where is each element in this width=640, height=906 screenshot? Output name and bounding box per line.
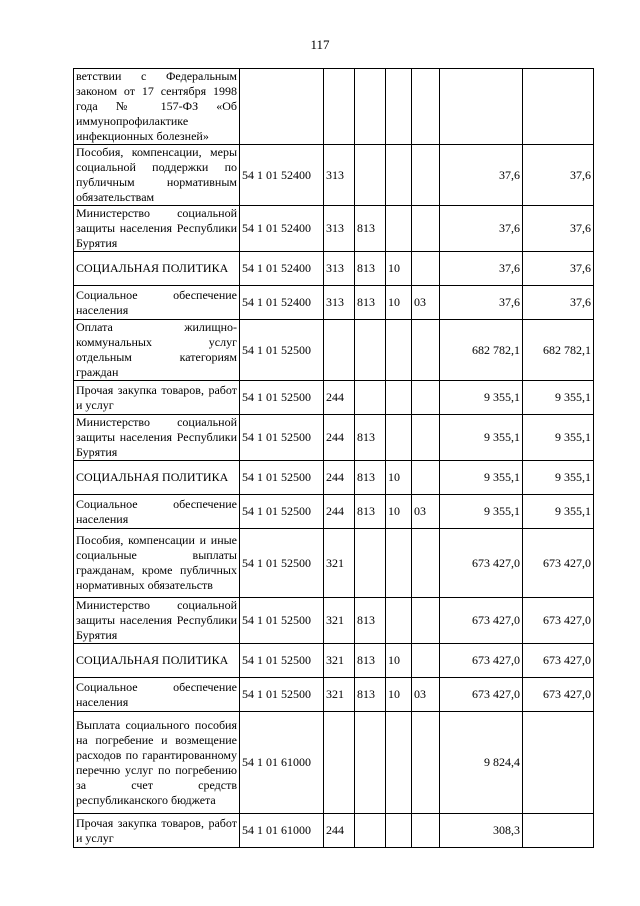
table-row (74, 529, 594, 598)
amount-cell-2: 682 782,1 (523, 320, 594, 381)
expense-type-cell: 244 (324, 495, 355, 529)
amount-cell-2: 673 427,0 (523, 644, 594, 678)
amount-cell (440, 69, 523, 145)
subsection-code-cell (412, 252, 440, 286)
table-row (74, 495, 594, 529)
target-article-cell: 54 1 01 52500 (240, 678, 324, 712)
administrator-code-cell (355, 381, 386, 415)
row-name-cell: Прочая закупка товаров, работ и услуг (74, 814, 240, 848)
amount-cell: 37,6 (440, 145, 523, 206)
subsection-code-cell (412, 206, 440, 252)
amount-cell-2: 9 355,1 (523, 461, 594, 495)
administrator-code-cell (355, 145, 386, 206)
subsection-code-cell: 03 (412, 678, 440, 712)
subsection-code-cell (412, 69, 440, 145)
expense-type-cell: 244 (324, 415, 355, 461)
administrator-code-cell: 813 (355, 252, 386, 286)
amount-cell-2: 9 355,1 (523, 381, 594, 415)
section-code-cell: 10 (386, 286, 412, 320)
table-row (74, 678, 594, 712)
row-name-cell: Выплата социального пособия на погребение и возмещение расходов по гарантированному перечню услуг по погребению за счет средств республиканского бюджета (74, 712, 240, 814)
subsection-code-cell: 03 (412, 286, 440, 320)
subsection-code-cell (412, 415, 440, 461)
target-article-cell: 54 1 01 52400 (240, 252, 324, 286)
subsection-code-cell (412, 145, 440, 206)
expense-type-cell: 244 (324, 381, 355, 415)
subsection-code-cell (412, 644, 440, 678)
amount-cell: 9 824,4 (440, 712, 523, 814)
section-code-cell (386, 712, 412, 814)
table-row (74, 145, 594, 206)
expense-type-cell (324, 712, 355, 814)
budget-table (73, 68, 594, 848)
section-code-cell: 10 (386, 678, 412, 712)
administrator-code-cell: 813 (355, 461, 386, 495)
amount-cell: 682 782,1 (440, 320, 523, 381)
amount-cell-2: 673 427,0 (523, 529, 594, 598)
section-code-cell (386, 320, 412, 381)
section-code-cell (386, 415, 412, 461)
section-code-cell (386, 814, 412, 848)
amount-cell-2: 37,6 (523, 252, 594, 286)
row-name-cell: ветствии с Федеральным законом от 17 сентября 1998 года № 157-ФЗ «Об иммунопрофилактике инфекционных болезней» (74, 69, 240, 145)
row-name-cell: Министерство социальной защиты населения Республики Бурятия (74, 206, 240, 252)
target-article-cell: 54 1 01 52500 (240, 495, 324, 529)
target-article-cell (240, 69, 324, 145)
row-name-cell: Социальное обеспечение населения (74, 495, 240, 529)
administrator-code-cell (355, 712, 386, 814)
subsection-code-cell (412, 461, 440, 495)
target-article-cell: 54 1 01 52500 (240, 461, 324, 495)
amount-cell: 37,6 (440, 252, 523, 286)
amount-cell: 673 427,0 (440, 598, 523, 644)
administrator-code-cell: 813 (355, 598, 386, 644)
amount-cell-2 (523, 69, 594, 145)
amount-cell-2: 37,6 (523, 206, 594, 252)
expense-type-cell: 313 (324, 206, 355, 252)
amount-cell-2: 673 427,0 (523, 678, 594, 712)
amount-cell-2: 9 355,1 (523, 415, 594, 461)
amount-cell: 673 427,0 (440, 678, 523, 712)
expense-type-cell: 313 (324, 286, 355, 320)
expense-type-cell: 313 (324, 145, 355, 206)
administrator-code-cell (355, 529, 386, 598)
row-name-cell: Социальное обеспечение населения (74, 286, 240, 320)
subsection-code-cell (412, 814, 440, 848)
section-code-cell (386, 529, 412, 598)
expense-type-cell (324, 320, 355, 381)
administrator-code-cell: 813 (355, 495, 386, 529)
table-row (74, 286, 594, 320)
row-name-cell: СОЦИАЛЬНАЯ ПОЛИТИКА (74, 252, 240, 286)
expense-type-cell: 244 (324, 814, 355, 848)
subsection-code-cell (412, 320, 440, 381)
section-code-cell (386, 69, 412, 145)
target-article-cell: 54 1 01 52400 (240, 145, 324, 206)
target-article-cell: 54 1 01 52500 (240, 320, 324, 381)
amount-cell-2: 37,6 (523, 145, 594, 206)
row-name-cell: СОЦИАЛЬНАЯ ПОЛИТИКА (74, 461, 240, 495)
administrator-code-cell: 813 (355, 286, 386, 320)
amount-cell-2: 673 427,0 (523, 598, 594, 644)
table-row (74, 598, 594, 644)
section-code-cell (386, 145, 412, 206)
table-row (74, 320, 594, 381)
row-name-cell: СОЦИАЛЬНАЯ ПОЛИТИКА (74, 644, 240, 678)
amount-cell: 673 427,0 (440, 529, 523, 598)
table-row (74, 381, 594, 415)
table-row (74, 415, 594, 461)
amount-cell: 9 355,1 (440, 461, 523, 495)
target-article-cell: 54 1 01 52500 (240, 381, 324, 415)
subsection-code-cell: 03 (412, 495, 440, 529)
expense-type-cell: 321 (324, 529, 355, 598)
amount-cell: 9 355,1 (440, 381, 523, 415)
row-name-cell: Пособия, компенсации, меры социальной поддержки по публичным нормативным обязательствам (74, 145, 240, 206)
table-row (74, 69, 594, 145)
expense-type-cell: 313 (324, 252, 355, 286)
section-code-cell (386, 206, 412, 252)
section-code-cell (386, 381, 412, 415)
amount-cell: 37,6 (440, 206, 523, 252)
table-row (74, 252, 594, 286)
administrator-code-cell (355, 69, 386, 145)
amount-cell-2 (523, 712, 594, 814)
amount-cell: 37,6 (440, 286, 523, 320)
row-name-cell: Оплата жилищно-коммунальных услуг отдельным категориям граждан (74, 320, 240, 381)
amount-cell: 9 355,1 (440, 415, 523, 461)
amount-cell-2: 9 355,1 (523, 495, 594, 529)
row-name-cell: Пособия, компенсации и иные социальные выплаты гражданам, кроме публичных нормативных обязательств (74, 529, 240, 598)
table-row (74, 712, 594, 814)
expense-type-cell (324, 69, 355, 145)
section-code-cell: 10 (386, 252, 412, 286)
administrator-code-cell: 813 (355, 678, 386, 712)
row-name-cell: Прочая закупка товаров, работ и услуг (74, 381, 240, 415)
table-row (74, 206, 594, 252)
amount-cell-2 (523, 814, 594, 848)
administrator-code-cell: 813 (355, 415, 386, 461)
row-name-cell: Социальное обеспечение населения (74, 678, 240, 712)
administrator-code-cell (355, 320, 386, 381)
amount-cell: 308,3 (440, 814, 523, 848)
section-code-cell: 10 (386, 644, 412, 678)
table-row (74, 461, 594, 495)
table-row (74, 644, 594, 678)
amount-cell: 9 355,1 (440, 495, 523, 529)
section-code-cell (386, 598, 412, 644)
row-name-cell: Министерство социальной защиты населения Республики Бурятия (74, 598, 240, 644)
expense-type-cell: 321 (324, 644, 355, 678)
administrator-code-cell (355, 814, 386, 848)
target-article-cell: 54 1 01 52500 (240, 598, 324, 644)
section-code-cell: 10 (386, 461, 412, 495)
target-article-cell: 54 1 01 52400 (240, 286, 324, 320)
row-name-cell: Министерство социальной защиты населения Республики Бурятия (74, 415, 240, 461)
target-article-cell: 54 1 01 52500 (240, 529, 324, 598)
administrator-code-cell: 813 (355, 644, 386, 678)
subsection-code-cell (412, 381, 440, 415)
subsection-code-cell (412, 712, 440, 814)
target-article-cell: 54 1 01 61000 (240, 814, 324, 848)
expense-type-cell: 244 (324, 461, 355, 495)
expense-type-cell: 321 (324, 678, 355, 712)
section-code-cell: 10 (386, 495, 412, 529)
target-article-cell: 54 1 01 52500 (240, 644, 324, 678)
subsection-code-cell (412, 598, 440, 644)
expense-type-cell: 321 (324, 598, 355, 644)
subsection-code-cell (412, 529, 440, 598)
amount-cell: 673 427,0 (440, 644, 523, 678)
target-article-cell: 54 1 01 52500 (240, 415, 324, 461)
table-row (74, 814, 594, 848)
administrator-code-cell: 813 (355, 206, 386, 252)
target-article-cell: 54 1 01 52400 (240, 206, 324, 252)
target-article-cell: 54 1 01 61000 (240, 712, 324, 814)
page-number: 117 (310, 37, 330, 52)
amount-cell-2: 37,6 (523, 286, 594, 320)
